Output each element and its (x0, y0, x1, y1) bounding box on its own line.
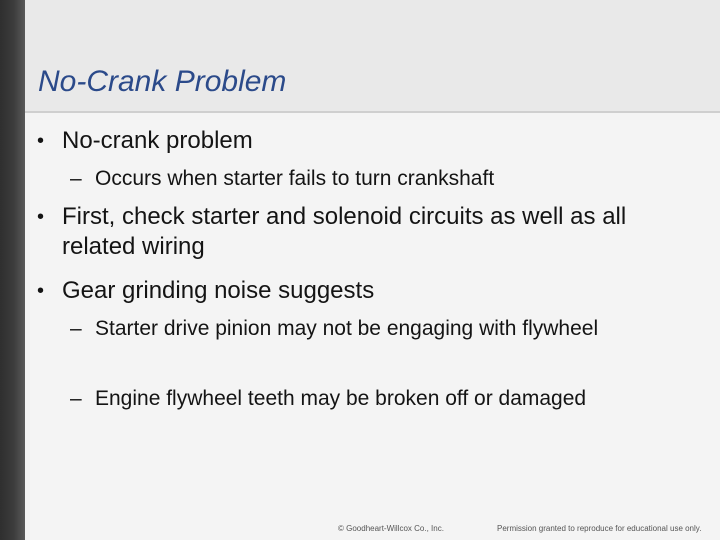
sub-bullet-text: Engine flywheel teeth may be broken off or damaged (95, 387, 587, 410)
bullet-item (37, 276, 702, 306)
sub-bullet-text: Starter drive pinion may not be engaging with flywheel (95, 317, 599, 340)
title-divider (25, 111, 720, 113)
sub-bullet-item (70, 314, 635, 344)
sub-bullet-item (70, 384, 605, 414)
bullet-item (37, 126, 702, 156)
bullet-text: Gear grinding noise suggests (62, 277, 375, 304)
sub-bullet-text: Occurs when starter fails to turn crankshaft (95, 167, 495, 190)
dash-icon: – (70, 167, 82, 190)
footer-permission: Permission granted to reproduce for educational use only. (497, 524, 702, 533)
bullet-text: First, check starter and solenoid circuits as well as all related wiring (62, 203, 627, 260)
dash-icon: – (70, 387, 82, 410)
bullet-text: No-crank problem (62, 127, 253, 154)
bullet-icon: • (37, 206, 45, 228)
bullet-icon: • (37, 130, 45, 152)
sub-bullet-item (70, 164, 695, 194)
slide-title: No-Crank Problem (38, 65, 287, 98)
bullet-icon: • (37, 280, 45, 302)
bullet-item (37, 202, 702, 262)
dash-icon: – (70, 317, 82, 340)
footer-copyright: © Goodheart-Willcox Co., Inc. (338, 524, 444, 533)
left-accent-bar (0, 0, 25, 540)
